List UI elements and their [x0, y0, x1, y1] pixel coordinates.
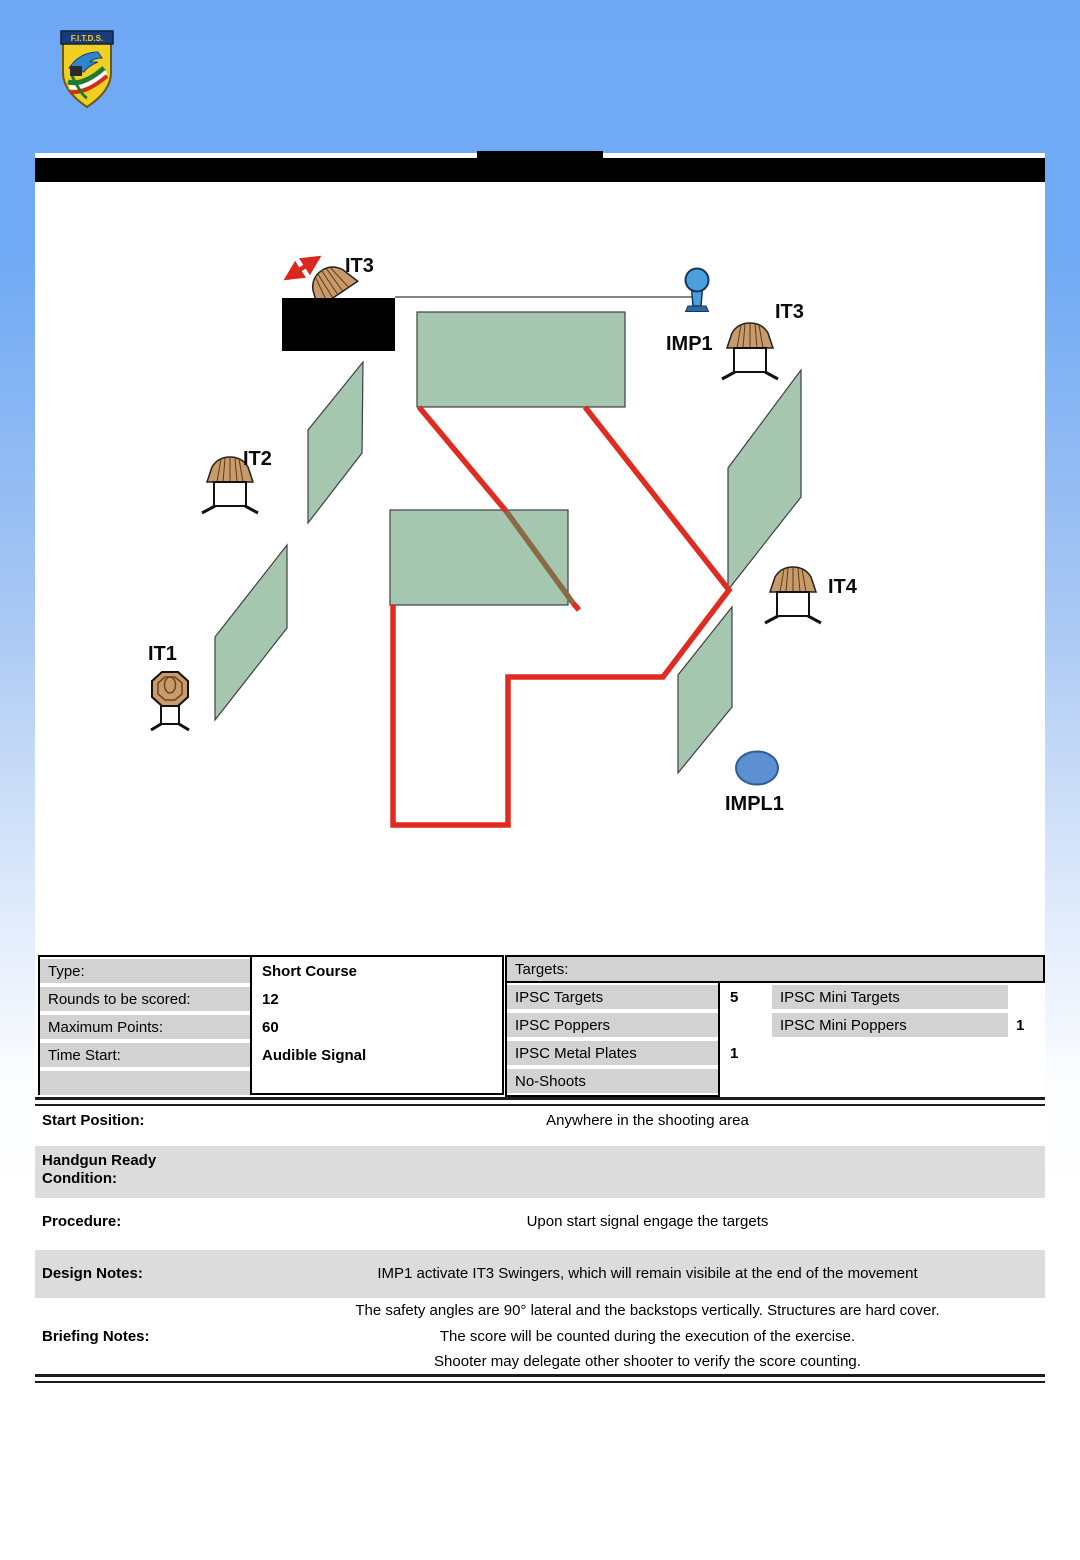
briefing-notes-line3: Shooter may delegate other shooter to verify the score counting.: [434, 1353, 861, 1370]
briefing-notes-line1: The safety angles are 90° lateral and the backstops vertically. Structures are hard cover.: [355, 1302, 940, 1319]
wall-panel-right-tall: [728, 370, 801, 590]
wall-panel-left-lower: [215, 545, 287, 720]
ipsc-mini-poppers-label: IPSC Mini Poppers: [772, 1013, 1008, 1037]
swing-arrow-icon: [287, 258, 318, 278]
type-value: Short Course: [262, 962, 358, 980]
fault-line-tip: [573, 603, 579, 610]
start-position-value: Anywhere in the shooting area: [546, 1112, 749, 1129]
ipsc-mini-targets-label: IPSC Mini Targets: [772, 985, 1008, 1009]
plate-impl1: [736, 752, 778, 785]
time-start-value: Audible Signal: [262, 1046, 367, 1064]
targets-col1: [505, 983, 720, 1097]
course-info-table: [38, 955, 504, 1095]
label-imp1: IMP1: [666, 333, 713, 355]
handgun-ready-band: [35, 1146, 1045, 1198]
start-position-label: Start Position:: [42, 1112, 145, 1129]
ipsc-targets-count: 5: [730, 988, 739, 1006]
fitds-logo: [54, 28, 120, 112]
max-points-label: Maximum Points:: [40, 1015, 250, 1039]
label-it3-swinger: IT3: [345, 255, 374, 277]
no-shoots-label: No-Shoots: [507, 1069, 718, 1093]
procedure-value: Upon start signal engage the targets: [526, 1213, 769, 1230]
wall-panel-left-upper: [308, 362, 363, 523]
procedure-label: Procedure:: [42, 1213, 122, 1230]
hardcover-wall-black: [282, 298, 395, 351]
briefing-notes-label: Briefing Notes:: [42, 1328, 150, 1345]
max-points-value: 60: [262, 1018, 279, 1036]
stage-diagram: [35, 180, 1045, 955]
ipsc-metal-plates-label: IPSC Metal Plates: [507, 1041, 718, 1065]
rounds-value: 12: [262, 990, 279, 1008]
wall-panel-top: [417, 312, 625, 407]
wall-panel-right-lower: [678, 607, 732, 773]
empty-label-cell: [40, 1071, 250, 1095]
type-label: Type:: [40, 959, 250, 983]
target-it4: [765, 567, 821, 623]
handgun-ready-label-line1: Handgun Ready: [42, 1152, 157, 1169]
target-it3-right: [722, 323, 778, 379]
handgun-ready-label-line2: Condition:: [42, 1170, 117, 1187]
ipsc-metal-plates-count: 1: [730, 1044, 739, 1062]
label-it1: IT1: [148, 643, 177, 665]
targets-header: Targets:: [505, 955, 1045, 983]
design-notes-label: Design Notes:: [42, 1265, 143, 1282]
fault-line-diagonal: [419, 407, 506, 511]
design-notes-value: IMP1 activate IT3 Swingers, which will remain visibile at the end of the movement: [377, 1265, 918, 1282]
label-it3-right: IT3: [775, 301, 804, 323]
logo-banner-text: F.I.T.D.S.: [70, 34, 104, 43]
divider-rule: [35, 1097, 1045, 1106]
label-impl1: IMPL1: [725, 793, 784, 815]
popper-imp1: [686, 269, 709, 312]
label-it4: IT4: [828, 576, 857, 598]
label-it2: IT2: [243, 448, 272, 470]
ipsc-targets-label: IPSC Targets: [507, 985, 718, 1009]
ipsc-poppers-label: IPSC Poppers: [507, 1013, 718, 1037]
title-bar: [35, 158, 1045, 182]
rounds-label: Rounds to be scored:: [40, 987, 250, 1011]
target-it1: [151, 672, 189, 730]
briefing-notes-line2: The score will be counted during the execution of the exercise.: [439, 1328, 856, 1345]
ipsc-mini-poppers-count: 1: [1016, 1016, 1025, 1034]
time-start-label: Time Start:: [40, 1043, 250, 1067]
bottom-rule: [35, 1374, 1045, 1383]
